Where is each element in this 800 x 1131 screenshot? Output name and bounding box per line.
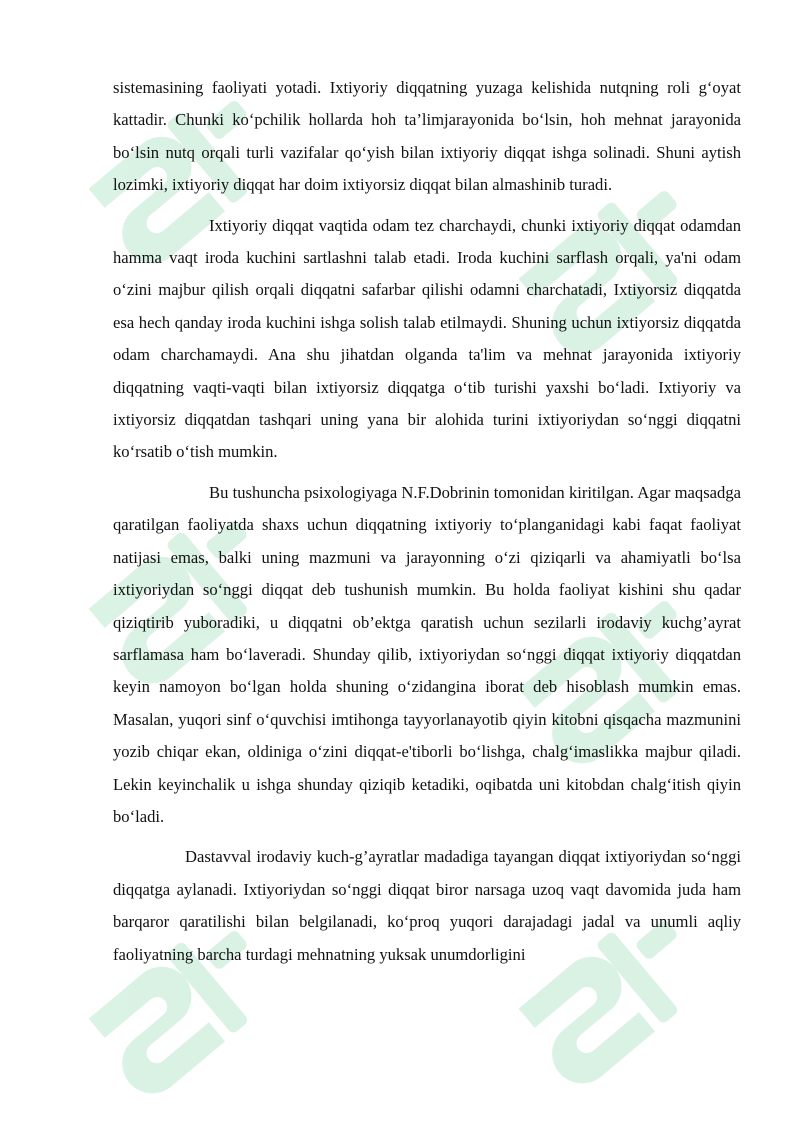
paragraph-4: Dastavval irodaviy kuch-g’ayratlar madadiga tayangan diqqat ixtiyoriydan so‘nggi diqqatga aylanadi. Ixtiyoriydan so‘nggi diqqat biror narsaga uzoq vaqt davomida juda ham barqaror qaratilishi bilan belgilanadi, ko‘proq yuqori darajadagi jadal va unumli aqliy faoliyatning barcha turdagi mehnatning yuksak unumdorligini xyxy=(113,847,741,964)
paragraph-1: sistemasining faoliyati yotadi. Ixtiyoriy diqqatning yuzaga kelishida nutqning roli g‘oyat kattadir. Chunki ko‘pchilik hollarda hoh ta’limjarayonida bo‘lsin, hoh mehnat jarayonida bo‘lsin nutq orqali turli vazifalar qo‘yish bilan ixtiyoriy diqqat ishga solinadi. Shuni aytish lozimki, ixtiyoriy diqqat har doim ixtiyorsiz diqqat bilan almashinib turadi. xyxy=(113,78,741,195)
paragraph-3: Bu tushuncha psixologiyaga N.F.Dobrinin tomonidan kiritilgan. Agar maqsadga qaratilgan faoliyatda shaxs uchun diqqatning ixtiyoriy to‘planganidagi kabi faqat faoliyat natijasi emas, balki uning mazmuni va jarayonning o‘zi qiziqarli va ahamiyatli bo‘lsa ixtiyoriydan so‘nggi diqqat deb tushunish mumkin. Bu holda faoliyat kishini shu qadar qiziqtirib yuboradiki, u diqqatni ob’ektga qaratish uchun sezilarli irodaviy kuchg’ayrat sarflamasa ham bo‘laveradi. Shunday qilib, ixtiyoriydan so‘nggi diqqat ixtiyoriy diqqatdan keyin namoyon bo‘lgan holda shuning o‘zidangina iborat deb hisoblash mumkin emas. Masalan, yuqori sinf o‘quvchisi imtihonga tayyorlanayotib qiyin kitobni qisqacha mazmunini yozib chiqar ekan, oldiniga o‘zini diqqat-e'tiborli bo‘lishga, chalg‘imaslikka majbur qiladi. Lekin keyinchalik u ishga shunday qiziqib ketadiki, oqibatda uni kitobdan chalg‘itish qiyin bo‘ladi. xyxy=(113,482,741,826)
document-page xyxy=(113,72,741,971)
paragraph-2: Ixtiyoriy diqqat vaqtida odam tez charchaydi, chunki ixtiyoriy diqqat odamdan hamma vaqt iroda kuchini sartlashni talab etadi. Iroda kuchini sarflash orqali, ya'ni odam o‘zini majbur qilish orqali diqqatni safarbar qilishi odamni charchatadi, Ixtiyorsiz diqqatda esa hech qanday iroda kuchini ishga solish talab etilmaydi. Shuning uchun ixtiyorsiz diqqatda odam charchamaydi. Ana shu jihatdan olganda ta'lim va mehnat jarayonida ixtiyoriy diqqatning vaqti-vaqti bilan ixtiyorsiz diqqatga o‘tib turishi yaxshi bo‘ladi. Ixtiyoriy va ixtiyorsiz diqqatdan tashqari uning yana bir alohida turini ixtiyoriydan so‘nggi diqqatni ko‘rsatib o‘tish mumkin. xyxy=(113,215,741,462)
